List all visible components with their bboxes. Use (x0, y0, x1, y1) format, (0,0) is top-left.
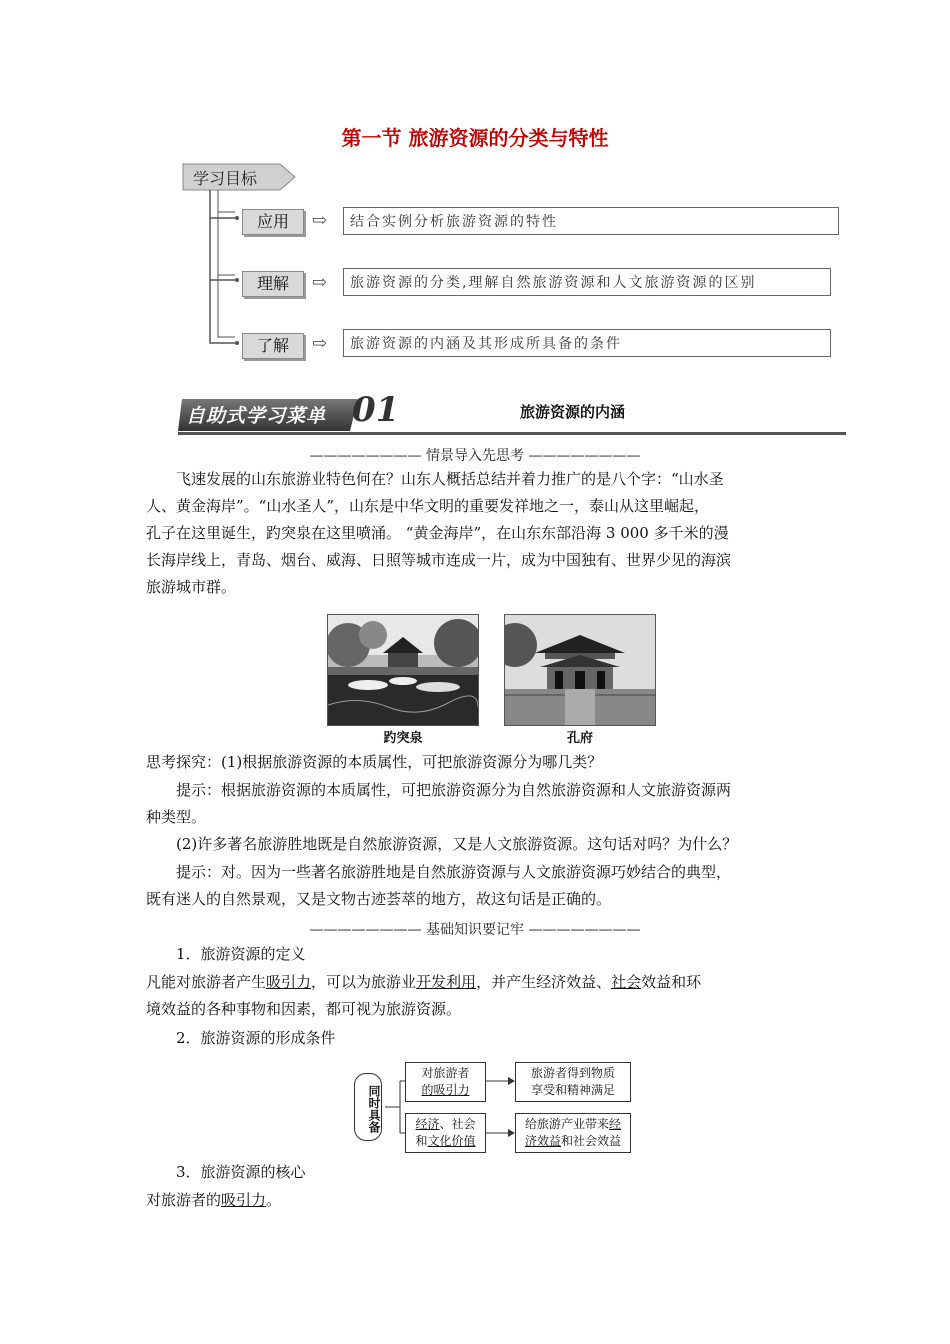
photo-caption: 孔府 (566, 731, 593, 746)
answer-2-line: 既有迷人的自然景观，又是文物古迹荟萃的地方，故这句话是正确的。 (146, 890, 612, 908)
banner-rule (178, 432, 846, 435)
intro-line: 孔子在这里诞生，趵突泉在这里喷涌。 “黄金海岸”，在山东东部沿海 3 000 多千米的漫 (146, 524, 729, 542)
answer-1-line: 种类型。 (146, 808, 207, 826)
kongfu-photo (504, 614, 656, 726)
goals-connector (180, 160, 310, 360)
result-satisfaction: 旅游者得到物质 享受和精神满足 (515, 1062, 631, 1102)
banner-title: 自助式学习菜单 (186, 405, 327, 427)
intro-line: 飞速发展的山东旅游业特色何在？山东人概括总结并着力推广的是八个字：“山水圣 (176, 470, 724, 488)
photo-caption: 趵突泉 (383, 731, 423, 746)
result-benefits: 给旅游产业带来经 济效益和社会效益 (515, 1113, 631, 1153)
heading-definition: 1．旅游资源的定义 (176, 945, 306, 963)
answer-1-line: 提示：根据旅游资源的本质属性，可把旅游资源分为自然旅游资源和人文旅游资源两 (176, 781, 732, 799)
goals-tag: 学习目标 (193, 169, 258, 188)
divider-intro: ———————— 情景导入先思考 ———————— (309, 448, 641, 464)
heading-conditions: 2．旅游资源的形成条件 (176, 1029, 336, 1047)
definition-text-2: 境效益的各种事物和因素，都可视为旅游资源。 (146, 1000, 462, 1018)
divider-basics: ———————— 基础知识要记牢 ———————— (309, 922, 641, 938)
answer-2-line: 提示：对。因为一些著名旅游胜地是自然旅游资源与人文旅游资源巧妙结合的典型， (176, 863, 732, 881)
question-2: (2)许多著名旅游胜地既是自然旅游资源，又是人文旅游资源。这句话对吗？为什么？ (176, 835, 738, 853)
intro-line: 旅游城市群。 (146, 578, 237, 596)
goal-text-know: 旅游资源的内涵及其形成所具备的条件 (343, 329, 831, 357)
condition-attraction: 对旅游者 的吸引力 (405, 1062, 486, 1102)
definition-text: 凡能对旅游者产生吸引力，可以为旅游业开发利用，并产生经济效益、社会效益和环 (146, 973, 702, 991)
intro-line: 长海岸线上，青岛、烟台、威海、日照等城市连成一片，成为中国独有、世界少见的海滨 (146, 551, 732, 569)
page-title: 第一节 旅游资源的分类与特性 (341, 126, 609, 150)
goal-label-understand: 理解 (242, 271, 304, 297)
section-heading: 旅游资源的内涵 (520, 403, 626, 421)
core-text: 对旅游者的吸引力。 (146, 1191, 282, 1209)
goal-text-understand: 旅游资源的分类,理解自然旅游资源和人文旅游资源的区别 (343, 268, 831, 296)
banner-number: 01 (352, 390, 400, 430)
arrow-icon: ⇨ (312, 333, 328, 354)
intro-line: 人、黄金海岸”。“山水圣人”，山东是中华文明的重要发祥地之一，泰山从这里崛起， (146, 497, 710, 515)
question-1: 思考探究：(1)根据旅游资源的本质属性，可把旅游资源分为哪几类？ (146, 753, 603, 771)
goal-label-know: 了解 (242, 333, 304, 359)
baotu-spring-photo (327, 614, 479, 726)
goal-text-apply: 结合实例分析旅游资源的特性 (343, 207, 839, 235)
goal-label-apply: 应用 (242, 209, 304, 235)
condition-values: 经济、社会 和文化价值 (405, 1113, 486, 1153)
arrow-icon: ⇨ (312, 210, 328, 231)
arrow-icon: ⇨ (312, 272, 328, 293)
heading-core: 3．旅游资源的核心 (176, 1163, 306, 1181)
simultaneous-label: 同时具备 (354, 1073, 382, 1141)
